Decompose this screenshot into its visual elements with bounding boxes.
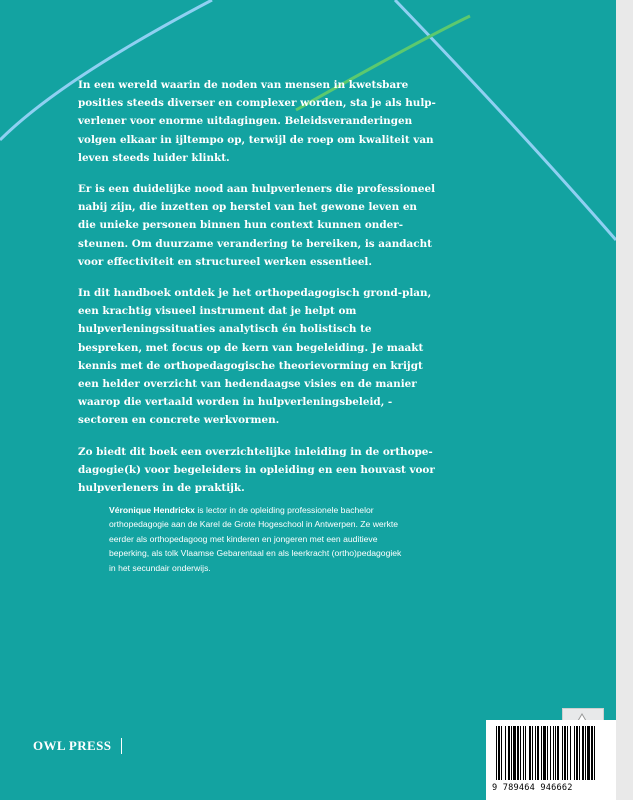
barcode-bar: [505, 726, 506, 780]
barcode-bar: [532, 726, 533, 780]
barcode-bar: [517, 726, 519, 780]
barcode-bar: [591, 726, 593, 780]
barcode: [486, 720, 616, 800]
blurb-paragraph-3: In dit handboek ontdek je het orthopedagogisch grond-plan, een krachtig visueel instrument dat je helpt om hulpverleningssituaties analytisch én holistisch te bespreken, met focus op de kern van begeleiding. Je maakt kennis met de orthopedagogische theorievorming en krijgt een helder overzicht van hedendaagse visies en de manier waarop die vertaald worden in hulpverleningsbeleid, -sectoren en concrete werkvormen.: [78, 287, 432, 427]
barcode-bar: [543, 726, 546, 780]
barcode-bar: [496, 726, 497, 780]
barcode-bar: [582, 726, 584, 780]
barcode-bar: [567, 726, 568, 780]
barcode-bar: [594, 726, 595, 780]
barcode-bar: [511, 726, 512, 780]
author-bio: [109, 503, 409, 575]
barcode-bar: [555, 726, 556, 780]
barcode-bar: [564, 726, 566, 780]
barcode-bar: [513, 726, 516, 780]
barcode-bar: [547, 726, 548, 780]
blurb-paragraph-2: Er is een duidelijke nood aan hulpverleners die professioneel nabij zijn, die inzetten op herstel van het gewone leven en die unieke personen binnen hun context kunnen onder-steunen. Om duurzame verandering te bereiken, is aandacht voor effectiviteit en structureel werken essentieel.: [78, 183, 436, 268]
barcode-bar: [579, 726, 580, 780]
barcode-bar: [576, 726, 578, 780]
barcode-bar: [574, 726, 575, 780]
barcode-bar: [529, 726, 531, 780]
barcode-bar: [523, 726, 524, 780]
barcode-bar: [520, 726, 521, 780]
right-edge-strip: [616, 0, 633, 800]
barcode-bar: [541, 726, 542, 780]
blurb-paragraph-1: In een wereld waarin de noden van mensen in kwetsbare posities steeds diverser en complexer worden, sta je als hulp-verlener voor enorme uitdagingen. Beleidsveranderingen volgen elkaar in ijltempo op, terwijl de roep om kwaliteit van leven steeds luider klinkt.: [78, 79, 436, 164]
barcode-bar: [570, 726, 571, 780]
barcode-bar: [535, 726, 536, 780]
barcode-bar: [550, 726, 551, 780]
barcode-bar: [525, 726, 526, 780]
barcode-bar: [498, 726, 500, 780]
publisher-logo: OWL PRESS: [33, 738, 122, 754]
author-name: Véronique Hendrickx: [109, 505, 195, 515]
barcode-bar: [501, 726, 502, 780]
barcode-bar: [557, 726, 559, 780]
barcode-bar: [553, 726, 554, 780]
barcode-bar: [587, 726, 590, 780]
blurb-paragraph-4: Zo biedt dit boek een overzichtelijke inleiding in de orthope-dagogie(k) voor begeleiders in opleiding en een houvast voor hulpverleners in de praktijk.: [78, 445, 435, 495]
author-bio-text: is lector in de opleiding professionele bachelor orthopedagogie aan de Karel de Grote Hogeschool in Antwerpen. Ze werkte eerder als orthopedagoog met kinderen en jongeren met een auditieve beperking, als tolk Vlaamse Gebarentaal en als leerkracht (ortho)pedagogiek in het secundair onderwijs.: [109, 505, 402, 573]
barcode-bars: [486, 720, 616, 782]
barcode-bar: [562, 726, 563, 780]
barcode-bar: [537, 726, 539, 780]
barcode-bar: [508, 726, 510, 780]
back-cover-blurb: [78, 76, 438, 510]
isbn-number: 9 789464 946662: [492, 783, 573, 793]
barcode-bar: [585, 726, 586, 780]
